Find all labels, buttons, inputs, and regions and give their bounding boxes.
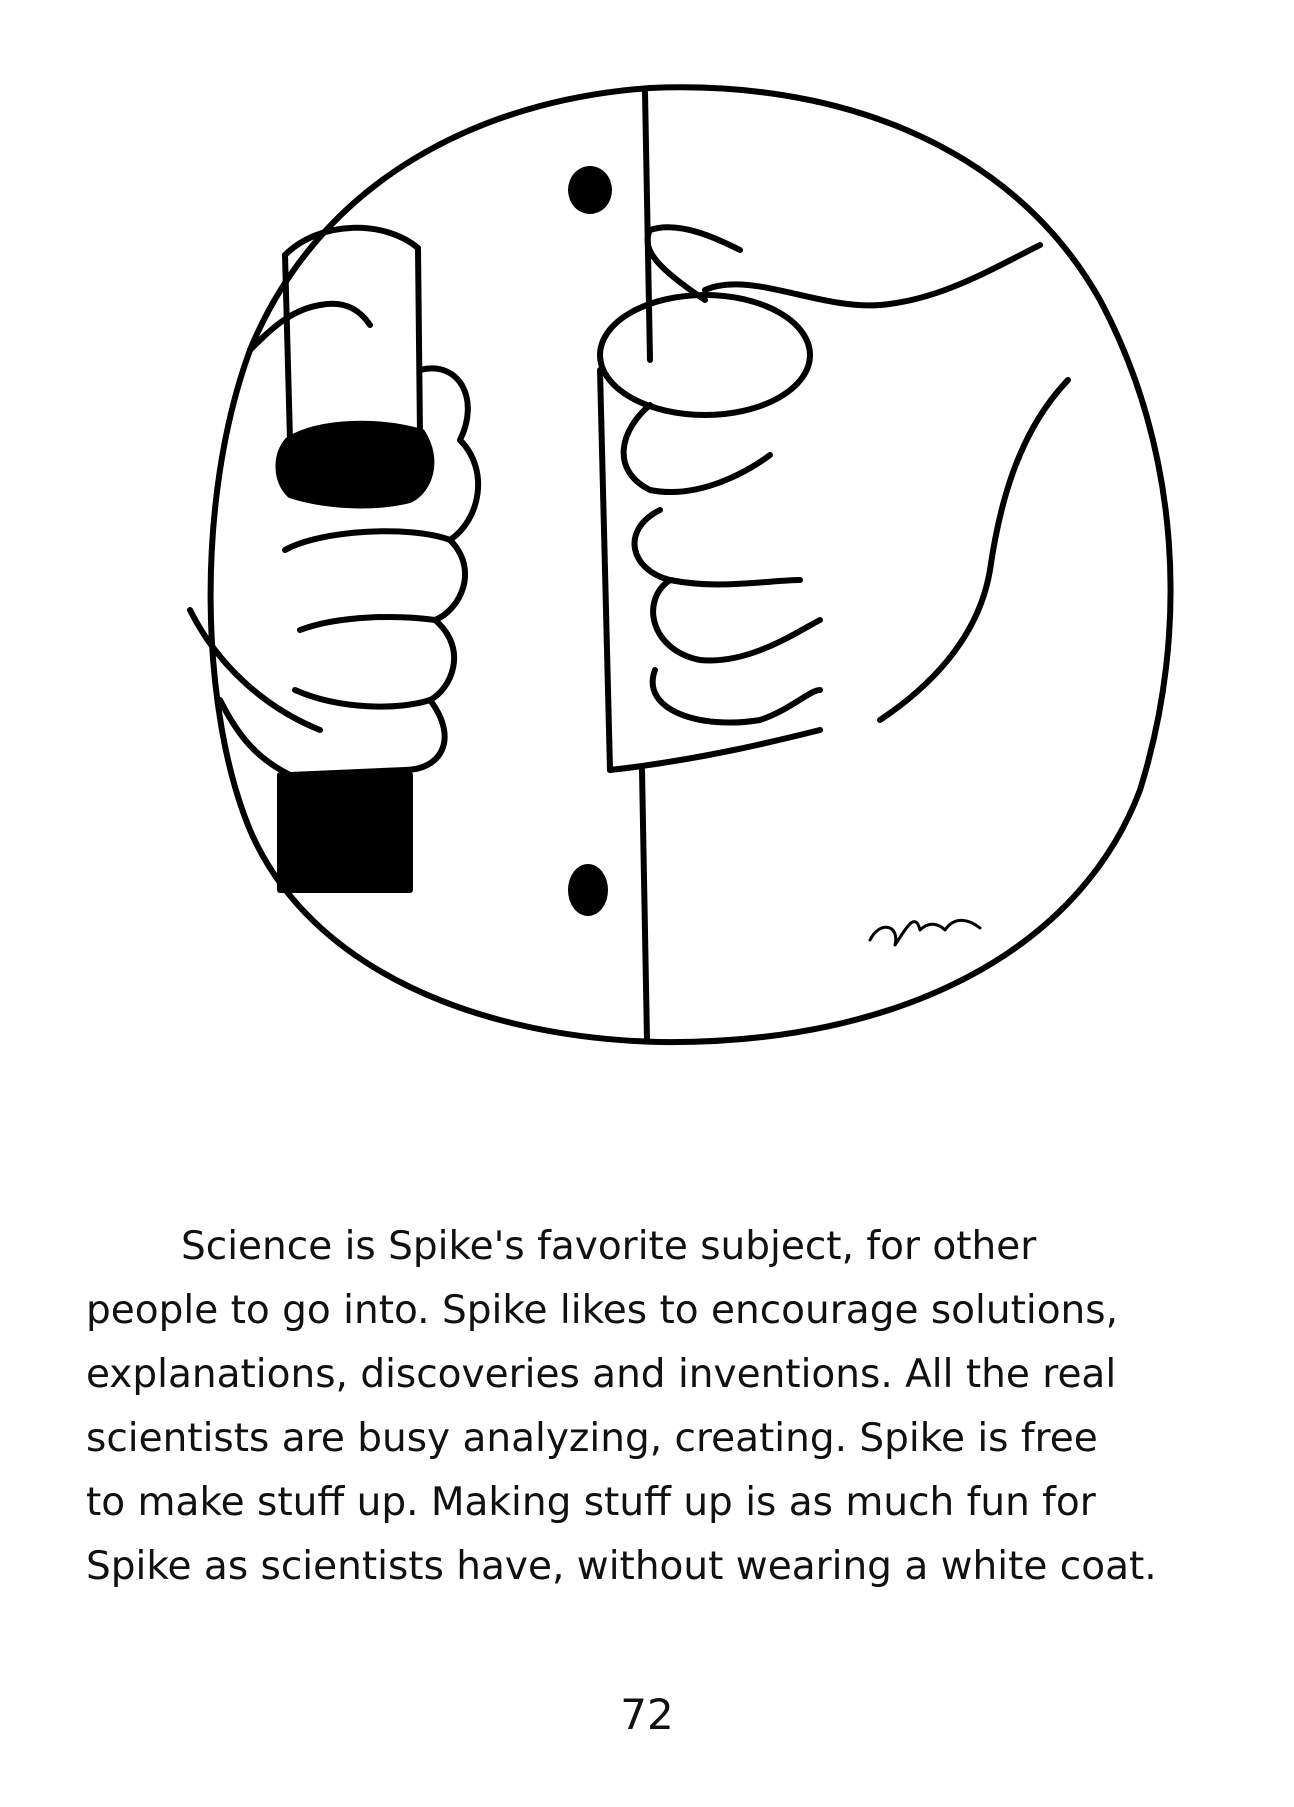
test-tube-right: [418, 248, 420, 435]
sleeve-right-lower: [880, 380, 1068, 720]
coat-seam-lower: [642, 770, 647, 1040]
coat-seam: [645, 92, 650, 360]
test-tube-liquid: [278, 424, 431, 506]
left-finger-3: [295, 690, 430, 707]
coat-button-top: [568, 166, 612, 214]
paragraph-line-5: to make stuff up. Making stuff up is as much fun for: [86, 1480, 1096, 1525]
left-finger-1: [285, 531, 450, 550]
coat-button-bottom: [568, 864, 608, 916]
beaker-rim: [600, 295, 810, 415]
right-finger-3: [653, 580, 820, 660]
right-hand: [647, 227, 740, 300]
illustration-hands-with-test-tube-icon: [180, 70, 1190, 1090]
paragraph-line-3: explanations, discoveries and inventions. All the real: [86, 1352, 1117, 1397]
paragraph-line-2: people to go into. Spike likes to encourage solutions,: [86, 1288, 1118, 1333]
beaker-left: [600, 370, 610, 770]
story-paragraph: [86, 1215, 1216, 1599]
right-finger-2: [635, 510, 800, 584]
paragraph-line-1: Science is Spike's favorite subject, for other: [181, 1224, 1037, 1269]
test-tube-base: [280, 775, 410, 890]
page-number: 72: [620, 1690, 674, 1739]
sleeve-right: [705, 245, 1040, 305]
paragraph-line-4: scientists are busy analyzing, creating. Spike is free: [86, 1416, 1098, 1461]
test-tube-left: [285, 255, 290, 440]
paragraph-line-6: Spike as scientists have, without wearing a white coat.: [86, 1544, 1157, 1589]
right-finger-4: [653, 670, 820, 723]
left-finger-2: [300, 617, 435, 630]
signature-icon: [870, 920, 980, 945]
beaker-bottom: [610, 730, 820, 770]
right-finger-1: [624, 405, 770, 492]
